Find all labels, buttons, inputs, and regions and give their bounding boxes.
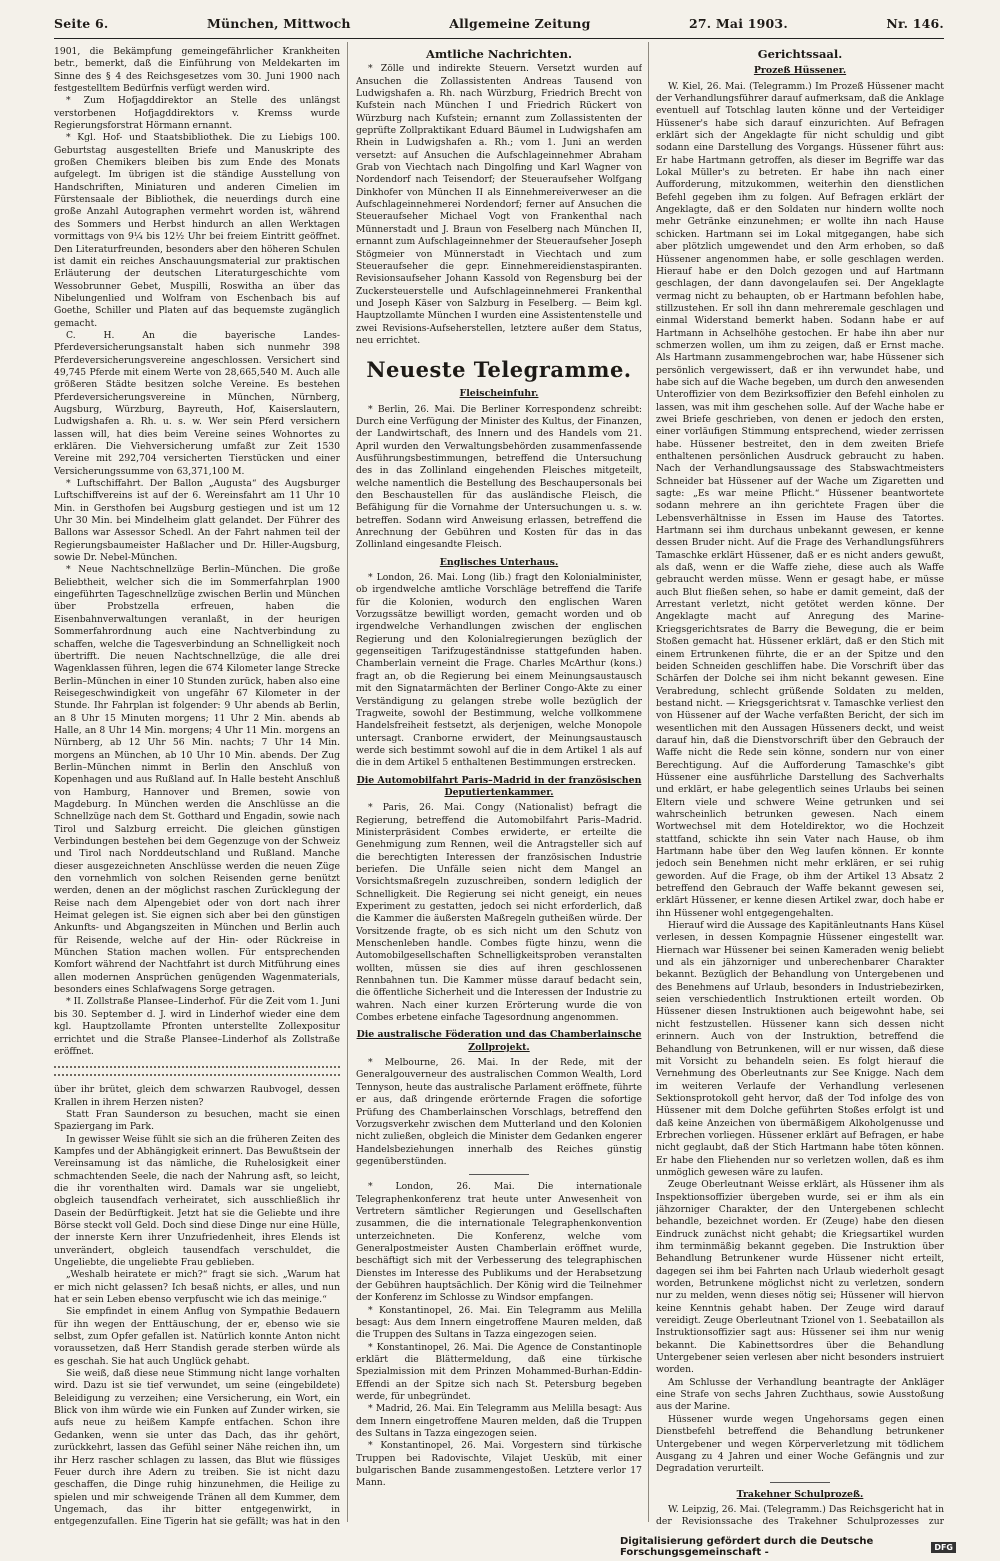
digitization-footer xyxy=(620,1538,956,1556)
article-paragraph: * Madrid, 26. Mai. Ein Telegramm aus Melilla besagt: Aus dem Innern eingetroffene Mauren melden, daß die Truppen des Sultans in Tazza eingezogen seien. xyxy=(356,1403,642,1440)
feuilleton-paragraph: Sie weiß, daß diese neue Stimmung nicht lange vorhalten wird. Dazu ist sie tief verwundet, um seine (eingebildete) Beleidigung zu verzeihen; eine Versicherung, ein Wort, ein Blick von ihm würde wie ein Funken auf Zunder wirken, sie aufs neue zu heißem Kampfe entfachen. Schon ihre Gedanken, wenn sie unter das Dach, das ihr gehört, zurückkehrt, lassen das Gefühl seiner Nähe reichen ihn, um ihr Herz rascher schlagen zu lassen, das Blut wie flüssiges Feuer durch ihre Adern zu treiben. Sie ist nicht dazu geschaffen, die Dinge ruhig hinzunehmen, die Heilige zu spielen und mir schweigende Tränen all dem Kummer, dem Ungemach, das ihr bitter entgegenwirkt, in entgegenzufallen. Eine Tigerin hat sie gefällt; was hat in den xyxy=(54,1368,340,1526)
feuilleton-paragraph: In gewisser Weise fühlt sie sich an die früheren Zeiten des Kampfes und der Abhängigkeit erinnert. Das Bewußtsein der Vereinsamung ist das nämliche, die Ruhelosigkeit einer schmachtenden Seele, die nach der Nahrung asft, so leicht, die ihr vorenthalten wird. Damals war sie ungeliebt, obgleich tausendfach verheiratet, sich ausschließlich ihr Dasein der Bedürftigkeit. Jetzt hat sie die Geliebte und ihre Börse steckt voll Geld. Doch sind diese Dinge nur eine Hülle, der innerste Kern ihrer Unzufriedenheit, ihres Elends ist unverändert, obgleich tausendfach verschuldet, die Ungeliebte, die ungeliebte Frau geblieben. xyxy=(54,1133,340,1268)
page-header xyxy=(54,16,944,38)
subheading: Die Automobilfahrt Paris–Madrid in der französischen Deputiertenkammer. xyxy=(356,774,642,798)
subheading: Die australische Föderation und das Chamberlainsche Zollprojekt. xyxy=(356,1029,642,1053)
feuilleton-paragraph: „Weshalb heiratete er mich?“ fragt sie sich. „Warum hat er mich nicht gelassen? Ich besaß nichts, er alles, und nun hat er sein Leben ebenso verpfuscht wie ich das meinige.“ xyxy=(54,1269,340,1306)
header-rule xyxy=(54,38,944,39)
article-paragraph: * Berlin, 26. Mai. Die Berliner Korrespondenz schreibt: Durch eine Verfügung der Minister des Kultus, der Finanzen, der Landwirtschaft, des Innern und des Handels vom 21. April wurden den Verwaltungsbehörden zusammenfassende Ausführungsbestimmungen, betreffend die Untersuchung des in das Zollinland eingehenden Fleisches mitgeteilt, welche namentlich die Bestellung des Beschaupersonals bei den Beschaustellen für das ausländische Fleisch, die Befähigung für die Vornahme der Untersuchungen u. s. w. betreffen. Sodann wird Anweisung erlassen, betreffend die Anrechnung der Gebühren und Kosten für das in das Zollinland eingesandte Fleisch. xyxy=(356,403,642,551)
article-paragraph: 1901, die Bekämpfung gemeingefährlicher Krankheiten betr., bemerkt, daß die Einführung von Meldekarten im Sinne des § 4 des Reichsgesetzes vom 30. Juni 1900 nach festgestelltem Bedürfnis verfügt werden wird. xyxy=(54,46,340,95)
subheading: Englisches Unterhaus. xyxy=(439,556,559,568)
dfg-logo: DFG xyxy=(931,1542,956,1553)
article-paragraph: * II. Zollstraße Plansee–Linderhof. Für die Zeit vom 1. Juni bis 30. September d. J. wird in Linderhof wieder eine dem kgl. Hauptzollamte Pfronten unterstellte Zollexpositur errichtet und die Straße Plansee–Linderhof als Zollstraße eröffnet. xyxy=(54,996,340,1057)
page-number: Seite 6. xyxy=(54,16,109,31)
article-paragraph: C. H. An die bayerische Landes-Pferdeversicherungsanstalt haben sich nunmehr 398 Pferdeversicherungsvereine angeschlossen. Versichert sind 49,745 Pferde mit einem Werte von 28,665,540 M. Auch alle größeren Städte besitzen solche Vereine. Es bestehen Pferdeversicherungsvereine in München, Nürnberg, Augsburg, Würzburg, Bayreuth, Hof, Kaiserslautern, Ludwigshafen a. Rh. u. s. w. Wer sein Pferd versichern lassen will, hat dies beim Vereine seines Wohnortes zu erklären. Die Viehversicherung umfaßt zur Zeit 1530 Vereine mit 292,704 versicherten Tierstücken und einer Versicherungssumme von 63,371,100 M. xyxy=(54,329,340,477)
column-middle xyxy=(356,46,642,1526)
newspaper-title: Allgemeine Zeitung xyxy=(449,16,591,31)
article-paragraph: * Konstantinopel, 26. Mai. Die Agence de Constantinople erklärt die Blättermeldung, daß eine türkische Spezialmission mit dem Prinzen Mohammed-Burhan-Eddin-Effendi an der Spitze sich nach St. Petersburg begeben werde, für unbegründet. xyxy=(356,1341,642,1403)
article-paragraph: * Konstantinopel, 26. Mai. Vorgestern sind türkische Truppen bei Radovischte, Vilajet Uesküb, mit einer bulgarischen Bande zusammengestoßen. Letztere verlor 17 Mann. xyxy=(356,1440,642,1489)
footer-text: Digitalisierung gefördert durch die Deutsche Forschungsgemeinschaft - xyxy=(620,1536,874,1558)
section-title: Gerichtssaal. xyxy=(757,47,843,61)
article-paragraph: * London, 26. Mai. Die internationale Telegraphenkonferenz trat heute unter Anwesenheit von Vertretern sämtlicher Regierungen und Gesellschaften zusammen, die die internationale Telegraphenkonvention unterzeichneten. Die Konferenz, welche vom Generalpostmeister Austen Chamberlain eröffnet wurde, beschäftigt sich mit der Verbesserung des telegraphischen Dienstes im Interesse des Publikums und der Herabsetzung der Gebühren hauptsächlich. Der König wird die Teilnehmer der Konferenz im Schlosse zu Windsor empfangen. xyxy=(356,1181,642,1304)
article-paragraph: Hierauf wird die Aussage des Kapitänleutnants Hans Küsel verlesen, in dessen Kompagnie Hüssener eingestellt war. Hiernach war Hüssener bei seinen Kameraden wenig beliebt und als ein jähzorniger und unberechenbarer Charakter bekannt. Bezüglich der Behandlung von Untergebenen und des Benehmens auf Urlaub, besonders in Industriebezirken, seien verschiedentlich Instruktionen erteilt worden. Ob Hüssener diesen Instruktionen auch beigewohnt habe, sei nicht festzustellen. Hüssener kann sich dessen nicht erinnern. Auch von der Instruktion, betreffend die Behandlung von Betrunkenen, will er nur wissen, daß diese mit Vorsicht zu behandeln seien. Es folgt hierauf die Vernehmung des Oberleutnants zur See Knigge. Nach dem im weiteren Verlaufe der Verhandlung verlesenen Sektionsprotokoll geht hervor, daß der Tod infolge des von Hüssener mit dem Dolche geführten Stoßes erfolgt ist und daß keine Anzeichen von übermäßigem Alkoholgenusse und Erbrechen vorliegen. Hüssener erklärt auf Befragen, er habe nicht geglaubt, daß der Stich Hartmann habe töten können. Er habe den Fliehenden nur so verletzen wollen, daß es ihm unmöglich gewesen wäre zu laufen. xyxy=(656,920,944,1178)
article-paragraph: Zeuge Oberleutnant Weisse erklärt, als Hüssener ihm als Inspektionsoffizier übergeben wurde, sei er ihm als ein jähzorniger Charakter, der den Untergebenen schlecht behandle, bezeichnet worden. Er (Zeuge) habe den diesen Eindruck zunächst nicht gehabt; die Kriegsartikel wurden ihm terminmäßig bekannt gegeben. Die Instruktion über Behandlung Betrunkener wurde Hüssener nicht erteilt, dagegen sei ihm bei Fahrten nach Urlaub wiederholt gesagt worden, Betrunkene möglichst nicht zu verletzen, sondern nur zu melden, wenn dieses nötig sei; Hüssener will hiervon keine Kenntnis gehabt haben. Der Zeuge wird darauf vereidigt. Zeuge Oberleutnant Tzionel von 1. Seebataillon als Instruktionsoffizier sagt aus: Hüssener sei ihm nur wenig bekannt. Die Kabinettsordres über die Behandlung Untergebener seien verlesen aber nicht besonders instruiert worden. xyxy=(656,1179,944,1376)
article-paragraph: * Neue Nachtschnellzüge Berlin–München. Die große Beliebtheit, welcher sich die im Sommerfahrplan 1900 eingeführten Tageschnellzüge zwischen Berlin und München über Probstzella erfreuen, haben die Eisenbahnverwaltungen veranlaßt, in der heurigen Sommerfahrordnung auch eine Nachtverbindung zu schaffen, welche die Tagesverbindung an Schnelligkeit noch übertrifft. Die neuen Nachtschnellzüge, die alle drei Wagenklassen führen, legen die 674 Kilometer lange Strecke Berlin–München in einer 10 Stunden zurück, haben also eine Reisegeschwindigkeit von ungefähr 67 Kilometer in der Stunde. Ihr Fahrplan ist folgender: 9 Uhr abends ab Berlin, an 8 Uhr 15 Minuten morgens; 11 Uhr 2 Min. abends ab Halle, an 8 Uhr 14 Min. morgens; 4 Uhr 11 Min. morgens an Nürnberg, ab 12 Uhr 56 Min. nachts; 7 Uhr 14 Min. morgens an München, ab 10 Uhr 10 Min. abends. Der Zug Berlin–München nimmt in Berlin den Anschluß von Kopenhagen und aus Rußland auf. In Halle besteht Anschluß von Hamburg, Hannover und Bremen, sowie von Magdeburg. In München werden die Anschlüsse an die Schnellzüge nach dem St. Gotthard und Engadin, sowie nach Tirol und Salzburg erreicht. Die gleichen günstigen Verbindungen bestehen bei dem Gegenzuge von der Schweiz und Tirol nach Norddeutschland und Rußland. Manche dieser ausgezeichneten Anschlüsse werden die neuen Züge den vornehmlich von solchen Reisenden gerne benützt werden, denen an der möglichst raschen Zurücklegung der Reise nach dem Alpengebiet oder von dort nach ihrer Heimat gelegen ist. Sie eignen sich aber bei den günstigen Ankunfts- und Abgangszeiten in München und Berlin auch für Reisende, welche auf der Hin- oder Rückreise in München Station machen wollen. Für entsprechenden Komfort während der Nachtfahrt ist durch Mitführung eines allen modernen Ansprüchen genügenden Wagenmaterials, besonders eines Schlafwagens Sorge getragen. xyxy=(54,564,340,996)
article-paragraph: * Paris, 26. Mai. Congy (Nationalist) befragt die Regierung, betreffend die Automobilfahrt Paris–Madrid. Ministerpräsident Combes erwiderte, er erteilte die Genehmigung zum Rennen, weil die Antragsteller sich auf die berechtigten Interessen der französischen Industrie beriefen. Die Unfälle seien nicht dem Mangel an Vorsichtsmaßregeln zuzuschreiben, sondern lediglich der Schnelligkeit. Die Regierung sei nicht geneigt, ein neues Experiment zu gestatten, jedoch sei nicht erforderlich, daß die Kammer die äußersten Maßregeln gutheißen würde. Der Vorsitzende fragte, ob es sich nicht um den Schutz von Menschenleben handle. Combes fügte hinzu, wenn die Automobilgesellschaften Schnelligkeitsproben veranstalten wollten, müssen sie dies auf ihren geschlossenen Rennbahnen tun. Die Kammer müsse darauf bedacht sein, die öffentliche Sicherheit und die Interessen der Industrie zu wahren. Nach einer kurzen Erörterung wurde die von Combes erbetene einfache Tagesordnung angenommen. xyxy=(356,802,642,1024)
subheading: Trakehner Schulprozeß. xyxy=(736,1488,864,1500)
subheading: Fleischeinfuhr. xyxy=(459,388,539,400)
header-place: München, Mittwoch xyxy=(206,16,351,31)
article-paragraph: W. Leipzig, 26. Mai. (Telegramm.) Das Reichsgericht hat in der Revisionssache des Trakehner Schulprozesses zur xyxy=(656,1503,944,1526)
section-heading-telegrams: Neueste Telegramme. xyxy=(366,357,632,383)
article-paragraph: * Luftschiffahrt. Der Ballon „Augusta“ des Augsburger Luftschiffvereins ist auf der 6. Wereinsfahrt am 11 Uhr 10 Min. in Gersthofen bei Augsburg gestiegen und ist um 12 Uhr 30 Min. bei Mindelheim glatt gelandet. Der Führer des Ballons war Assessor Schedl. An der Fahrt nahmen teil der Regierungsbaumeister Haßlacher und Dr. Hiller-Augsburg, sowie Dr. Nebel-München. xyxy=(54,478,340,564)
column-left xyxy=(54,46,340,1526)
article-paragraph: Hüssener wurde wegen Ungehorsams gegen einen Dienstbefehl betreffend die Behandlung betrunkener Untergebener und wegen Körperverletzung mit tödlichem Ausgang zu 4 Jahren und einer Woche Gefängnis und zur Degradation verurteilt. xyxy=(656,1413,944,1475)
header-date: 27. Mai 1903. xyxy=(689,16,788,31)
article-paragraph: Am Schlusse der Verhandlung beantragte der Ankläger eine Strafe von sechs Jahren Zuchthaus, sowie Ausstoßung aus der Marine. xyxy=(656,1376,944,1413)
column-divider xyxy=(347,42,348,1522)
subheading: Prozeß Hüssener. xyxy=(753,65,847,77)
divider xyxy=(469,1174,529,1175)
article-paragraph: * Zum Hofjagddirektor an Stelle des unlängst verstorbenen Hofjagddirektors v. Kremss wurde Regierungsforstrat Hörmann ernannt. xyxy=(54,95,340,132)
feuilleton-paragraph: Statt Fran Saunderson zu besuchen, macht sie einen Spaziergang im Park. xyxy=(54,1108,340,1133)
article-paragraph: * Konstantinopel, 26. Mai. Ein Telegramm aus Melilla besagt: Aus dem Innern eingetroffene Mauren melden, daß die Truppen des Sultans in Tazza eingezogen seien. xyxy=(356,1304,642,1341)
feuilleton-divider xyxy=(54,1066,340,1076)
column-divider xyxy=(648,42,649,1522)
section-title: Amtliche Nachrichten. xyxy=(426,47,572,61)
article-paragraph: * Zölle und indirekte Steuern. Versetzt wurden auf Ansuchen die Zollassistenten Andreas Tausend von Ludwigshafen a. Rh. nach Würzburg, Friedrich Brecht von Kufstein nach München I und Friedrich Rückert von Würzburg nach Kufstein; ernannt zum Zollassistenten der geprüfte Zollpraktikant Eduard Bäumel in Ludwigshafen am Rhein in Ludwigshafen a. Rh.; vom 1. Juni an werden versetzt: auf Ansuchen die Aufschlageinnehmer Abraham Grab von Viechtach nach Dingolfing und Karl Wagner von Nordendorf nach Teisendorf; der Steueraufseher Wolfgang Dinkhofer von München II als Einnehmereiverweser an die Aufschlageinnehmerei Nordendorf; ferner auf Ansuchen die Steueraufseher Michael Vogt von Frankenthal nach Münnerstadt und J. Braun von Feselberg nach München II, ernannt zum Aufschlageinnehmer der Steueraufseher Joseph Stögmeier von Münnerstadt in Viechtach und zum Steueraufseher die gepr. Einnehmereidienstaspiranten. Revisionsaufseher Johann Kassold von Regensburg bei der Zuckersteuerstelle und Aufschlageinnehmerei Frankenthal und Joseph Käser von Salzburg in Feselberg. — Beim kgl. Hauptzollamte München I wurden eine Assistentenstelle und zwei Revisions-Aufseherstellen, letztere außer dem Status, neu errichtet. xyxy=(356,63,642,346)
divider xyxy=(770,1482,830,1483)
issue-number: Nr. 146. xyxy=(886,16,944,31)
article-paragraph: * Kgl. Hof- und Staatsbibliothek. Die zu Liebigs 100. Geburtstag ausgestellten Briefe und Manuskripte des großen Chemikers bleiben bis zum Ende des Monats aufgelegt. Im übrigen ist die ständige Ausstellung von Handschriften, Miniaturen und anderen Cimelien im Fürstensaale der Bibliothek, die neuerdings durch eine große Anzahl Autographen vermehrt worden ist, während des Sommers und Herbst hindurch an allen Werktagen vormittags von 9¼ bis 12½ Uhr bei freiem Eintritt geöffnet. Den Literaturfreunden, besonders aber den höheren Schulen ist damit ein reiches Anschauungsmaterial zur praktischen Erläuterung der deutschen Literaturgeschichte vom Wessobrunner Gebet, Muspilli, Roswitha an über das Nibelungenlied und Wolfram von Eschenbach bis auf Goethe, Schiller und Platen auf das bequemste zugänglich gemacht. xyxy=(54,132,340,329)
article-paragraph: * London, 26. Mai. Long (lib.) fragt den Kolonialminister, ob irgendwelche amtliche Vorschläge betreffend die Tarife für die Kolonien, wodurch den englischen Waren Vorzugssätze bewilligt worden, gemacht worden und ob irgendwelche Verhandlungen zwischen der englischen Regierung und den Kolonialregierungen bezüglich der gegenseitigen Tarifzugeständnisse stattgefunden haben. Chamberlain verneint die Frage. Charles McArthur (kons.) fragt an, ob die Regierung bei einem Meinungsaustausch mit den Signatarmächten der Berliner Congo-Akte zu einer Verständigung zu gelangen strebe wolle bezüglich der Tragweite, sowohl der Bestimmung, welche vollkommene Handelsfreiheit festsetzt, als derjenigen, welche Monopole untersagt. Cranborne erwidert, der Meinungsaustausch werde sich bestimmt sowohl auf die in dem Artikel 1 als auf die in dem Artikel 5 enthaltenen Bestimmungen erstrecken. xyxy=(356,572,642,769)
article-paragraph: * Melbourne, 26. Mai. In der Rede, mit der Generalgouverneur des australischen Common Wealth, Lord Tennyson, heute das australische Parlament eröffnete, führte er aus, daß dringende erörternde Fragen die sofortige Prüfung des Chamberlainschen Vorschlags, betreffend den Vorzugsverkehr zwischen dem Mutterland und den Kolonien nicht zuließen, obgleich die Minister dem Gedanken engerer Handelsbeziehungen innerhalb des Reiches günstig gegenüberstünden. xyxy=(356,1057,642,1167)
column-right xyxy=(656,46,944,1526)
feuilleton-paragraph: Sie empfindet in einem Anflug von Sympathie Bedauern für ihn wegen der Enttäuschung, der er, ebenso wie sie selbst, zum Opfer gefallen ist. Natürlich konnte Anton nicht voraussetzen, daß Herr Standish gerade sterben würde als es geschah. Sie hat auch Unglück gehabt. xyxy=(54,1306,340,1367)
article-paragraph: W. Kiel, 26. Mai. (Telegramm.) Im Prozeß Hüssener macht der Verhandlungsführer darauf aufmerksam, daß die Anklage eventuell auf Totschlag lauten könne und der Verteidiger Hüssener's habe sich darauf einzurichten. Auf Befragen erklärt sich der Angeklagte für nicht schuldig und gibt sodann eine Darstellung des Vorgangs. Hüssener führt aus: Er habe Hartmann getroffen, als dieser im Begriffe war das Lokal Müller's zu betreten. Er habe ihn nach einer Aufforderung, mitzukommen, weiterhin den dienstlichen Befehl gegeben ihm zu folgen. Auf Befragen erklärt der Angeklagte, daß er den Soldaten nur hindern wollte noch mehr Getränke einzunehmen; er wollte ihn nach Hause schicken. Hartmann sei im Lokal mitgegangen, habe sich aber plötzlich umgewendet und den Arm erhoben, so daß Hüssener angenommen habe, er solle geschlagen werden. Hierauf habe er den Dolch gezogen und auf Hartmann geschlagen, der dann davongelaufen sei. Der Angeklagte vermag nicht zu behaupten, ob er Hartmann befohlen habe, stillzustehen. Er soll ihn dann mehreremale geschlagen und einmal Widerstand bemerkt haben. Sodann habe er auf Hartmann in Achselhöhe gestochen. Er habe ihn aber nur schmerzen wollen, um ihm zu zeigen, daß er Ernst mache. Als Hartmann zusammengebrochen war, habe Hüssener sich persönlich vergewissert, daß er ihn verwundet habe, und habe sich auf die Wache begeben, um durch den anwesenden Unteroffizier von dem Bezirksoffizier den Befehl einholen zu lassen, was mit ihm geschehen solle. Auf der Wache habe er zwei Briefe geschrieben, von denen er jedoch den ersten, einer vorläufigen Stimmung entsprechend, wieder zerrissen habe. Hüssener bestreitet, den in dem zweiten Briefe enthaltenen persönlichen Ausdruck gebraucht zu haben. Nach der Verhandlungsaussage des Stabswachtmeisters Schneider bat Hüssener auf der Wache um Zigaretten und sagte: „Es war meine Pflicht.“ Hüssener beantwortete sodann mehrere an ihn gerichtete Fragen über die Lebensverhältnisse in Essen im Hause des Tatortes. Hartmann sei ihm durchaus unbekannt gewesen, er kenne dessen Bruder nicht. Auf die Frage des Verhandlungsführers Tamaschke erklärt Hüssener, daß er es nicht anders gewußt, als daß, wenn er die Waffe ziehe, diese auch als Waffe gebraucht werden müsse. Wenn er gesagt habe, er müsse auch Blut fließen sehen, so habe er damit gemeint, daß der Arrestant verletzt, nicht getötet werden könne. Der Angeklagte macht auf Anregung des Marine-Kriegsgerichtsrates de Barry die Bewegung, die er beim Stoßen gemacht hat. Hüssener erklärt, daß er den Stich mit einem Ertrunkenen führte, die er an der Spitze und den beiden Schneiden geschliffen habe. Die Vorschrift über das Schärfen der Dolche sei ihm nicht bekannt gewesen. Eine Verabredung, schlecht grüßende Soldaten zu melden, bestand nicht. — Kriegsgerichtsrat v. Tamaschke verliest den von Hüssener auf der Wache verfaßten Bericht, der sich im wesentlichen mit den Aussagen Hüsseners deckt, und weist darauf hin, daß die Dienstvorschrift über den Gebrauch der Waffe nicht die Rede sein könne, sondern nur von einer Berechtigung. Auf die Aufforderung Tamaschke's gibt Hüssener eine ausführliche Darstellung des Sachverhalts und erklärt, er habe gelegentlich seines Urlaubs bei seinen Eltern viele und schwere Weine getrunken und sei wahrscheinlich betrunken gewesen. Nach einem Wortwechsel mit dem Hoteldirektor, wo die Hochzeit stattfand, schickte ihn sein Vater nach Hause, ob ihm Hartmann habe über den Weg laufen können. Er konnte jedoch sein Benehmen nicht mehr erklären, er sei ruhig geworden. Auf die Frage, ob ihm der Artikel 13 Absatz 2 betreffend den Gebrauch der Waffe bekannt gewesen sei, erklärt Hüssener, er kenne diesen Artikel zwar, doch habe er ihn Hüssener wohl entgegengehalten. xyxy=(656,80,944,919)
feuilleton-paragraph: über ihr brütet, gleich dem schwarzen Raubvogel, dessen Krallen in ihrem Herzen nisten? xyxy=(54,1084,340,1108)
